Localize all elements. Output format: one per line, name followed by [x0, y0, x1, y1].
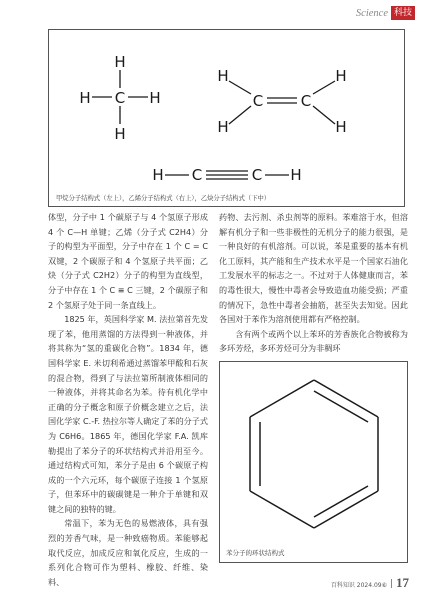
magazine-issue: 百科知识 2024.09⑥: [330, 582, 387, 589]
ethylene-c-2: C: [300, 92, 312, 110]
acetylene-c-1: C: [191, 166, 203, 184]
paragraph: 1825 年，英国科学家 M. 法拉第首先发现了苯，他用蒸馏的方法得到一种液体，并将其称为“氢的重碳化合物”。1834 年，德国科学家 E. 米切利希通过蒸馏苯甲酸和石灰的混合物，得到了与法拉第所制液体相同的一种液体，并将其命名为苯。待有机化学中正确的分子概念和原子价概念建立之后，法国化学家 C.-F. 热拉尔等人确定了苯的分子式为 C6H6。1865 年，德国化学家 F.A. 凯库勒提出了苯分子的环状结构式并沿用至今。通过结构式可知，苯分子是由 6 个碳原子构成的一个六元环，每个碳原子连接 1 个氢原子，但苯环中的碳碳键是一种介于单键和双键之间的独特的键。: [48, 314, 208, 514]
methane-h-right: H: [149, 89, 161, 107]
ethylene-h-1: H: [217, 67, 229, 85]
page-number: 17: [396, 575, 409, 590]
paragraph: 药物、去污剂、杀虫剂等的原料。苯难溶于水，但溶解有机分子和一些非极性的无机分子的能力很强，是一种良好的有机溶剂。可以说，苯是重要的基本有机化工原料，其产能和生产技术水平是一个国家石油化工发展水平的标志之一。不过对于人体健康而言，苯的毒性很大，慢性中毒者会导致造血功能受损；严重的情况下，急性中毒者会抽筋，甚至失去知觉。因此各国对于苯作为溶剂使用都有严格控制。: [219, 212, 408, 325]
ethylene-structure: [217, 67, 346, 136]
acetylene-h-1: H: [152, 166, 164, 184]
section-label-en: Science: [355, 7, 388, 19]
figure-hydrocarbon-structures: [48, 29, 405, 207]
structures-drawing: [49, 30, 406, 208]
methane-h-bottom: H: [114, 125, 126, 143]
figure1-caption: 甲烷分子结构式（左上），乙烯分子结构式（右上），乙炔分子结构式（下中）: [56, 195, 271, 202]
article-left-column: [48, 210, 208, 589]
section-header: [356, 5, 415, 21]
methane-structure: [79, 53, 160, 143]
ethylene-h-4: H: [335, 118, 347, 136]
footer-divider: [391, 579, 392, 588]
methane-h-top: H: [114, 53, 126, 71]
benzene-ring: [250, 380, 378, 528]
acetylene-h-2: H: [290, 166, 302, 184]
ethylene-h-3: H: [335, 67, 347, 85]
ethylene-h-2: H: [217, 118, 229, 136]
paragraph: 常温下，苯为无色的易燃液体，具有强烈的芳香气味，是一种致癌物质。苯能够起取代反应，加成反应和氧化反应，生成的一系列化合物可作为塑料、橡胶、纤维、染料、: [48, 518, 208, 587]
paragraph: 含有两个或两个以上苯环的芳香族化合物被称为多环芳烃，多环芳烃可分为非稠环: [219, 328, 408, 354]
acetylene-structure: [152, 166, 301, 184]
figure2-caption: 苯分子的环状结构式: [226, 549, 285, 557]
section-label-cn: 科技: [391, 6, 415, 20]
methane-h-left: H: [79, 89, 91, 107]
article-right-column: [219, 210, 408, 356]
page-footer: [331, 575, 409, 591]
acetylene-c-2: C: [251, 166, 263, 184]
methane-c: C: [114, 89, 126, 107]
paragraph: 体型，分子中 1 个碳原子与 4 个氢原子形成 4 个 C—H 单键；乙烯（分子式 C2H4）分子的构型为平面型，分子中存在 1 个 C = C 双键，2 个碳原子和 4 个氢原子共平面；乙炔（分子式 C2H2）分子的构型为直线型，分子中存在 1 个 C ≡ C 三键，2 个碳原子和 2 个氢原子处于同一条直线上。: [48, 212, 208, 310]
ethylene-c-1: C: [252, 92, 264, 110]
benzene-drawing: [220, 362, 409, 564]
figure-benzene-ring: [219, 361, 408, 563]
